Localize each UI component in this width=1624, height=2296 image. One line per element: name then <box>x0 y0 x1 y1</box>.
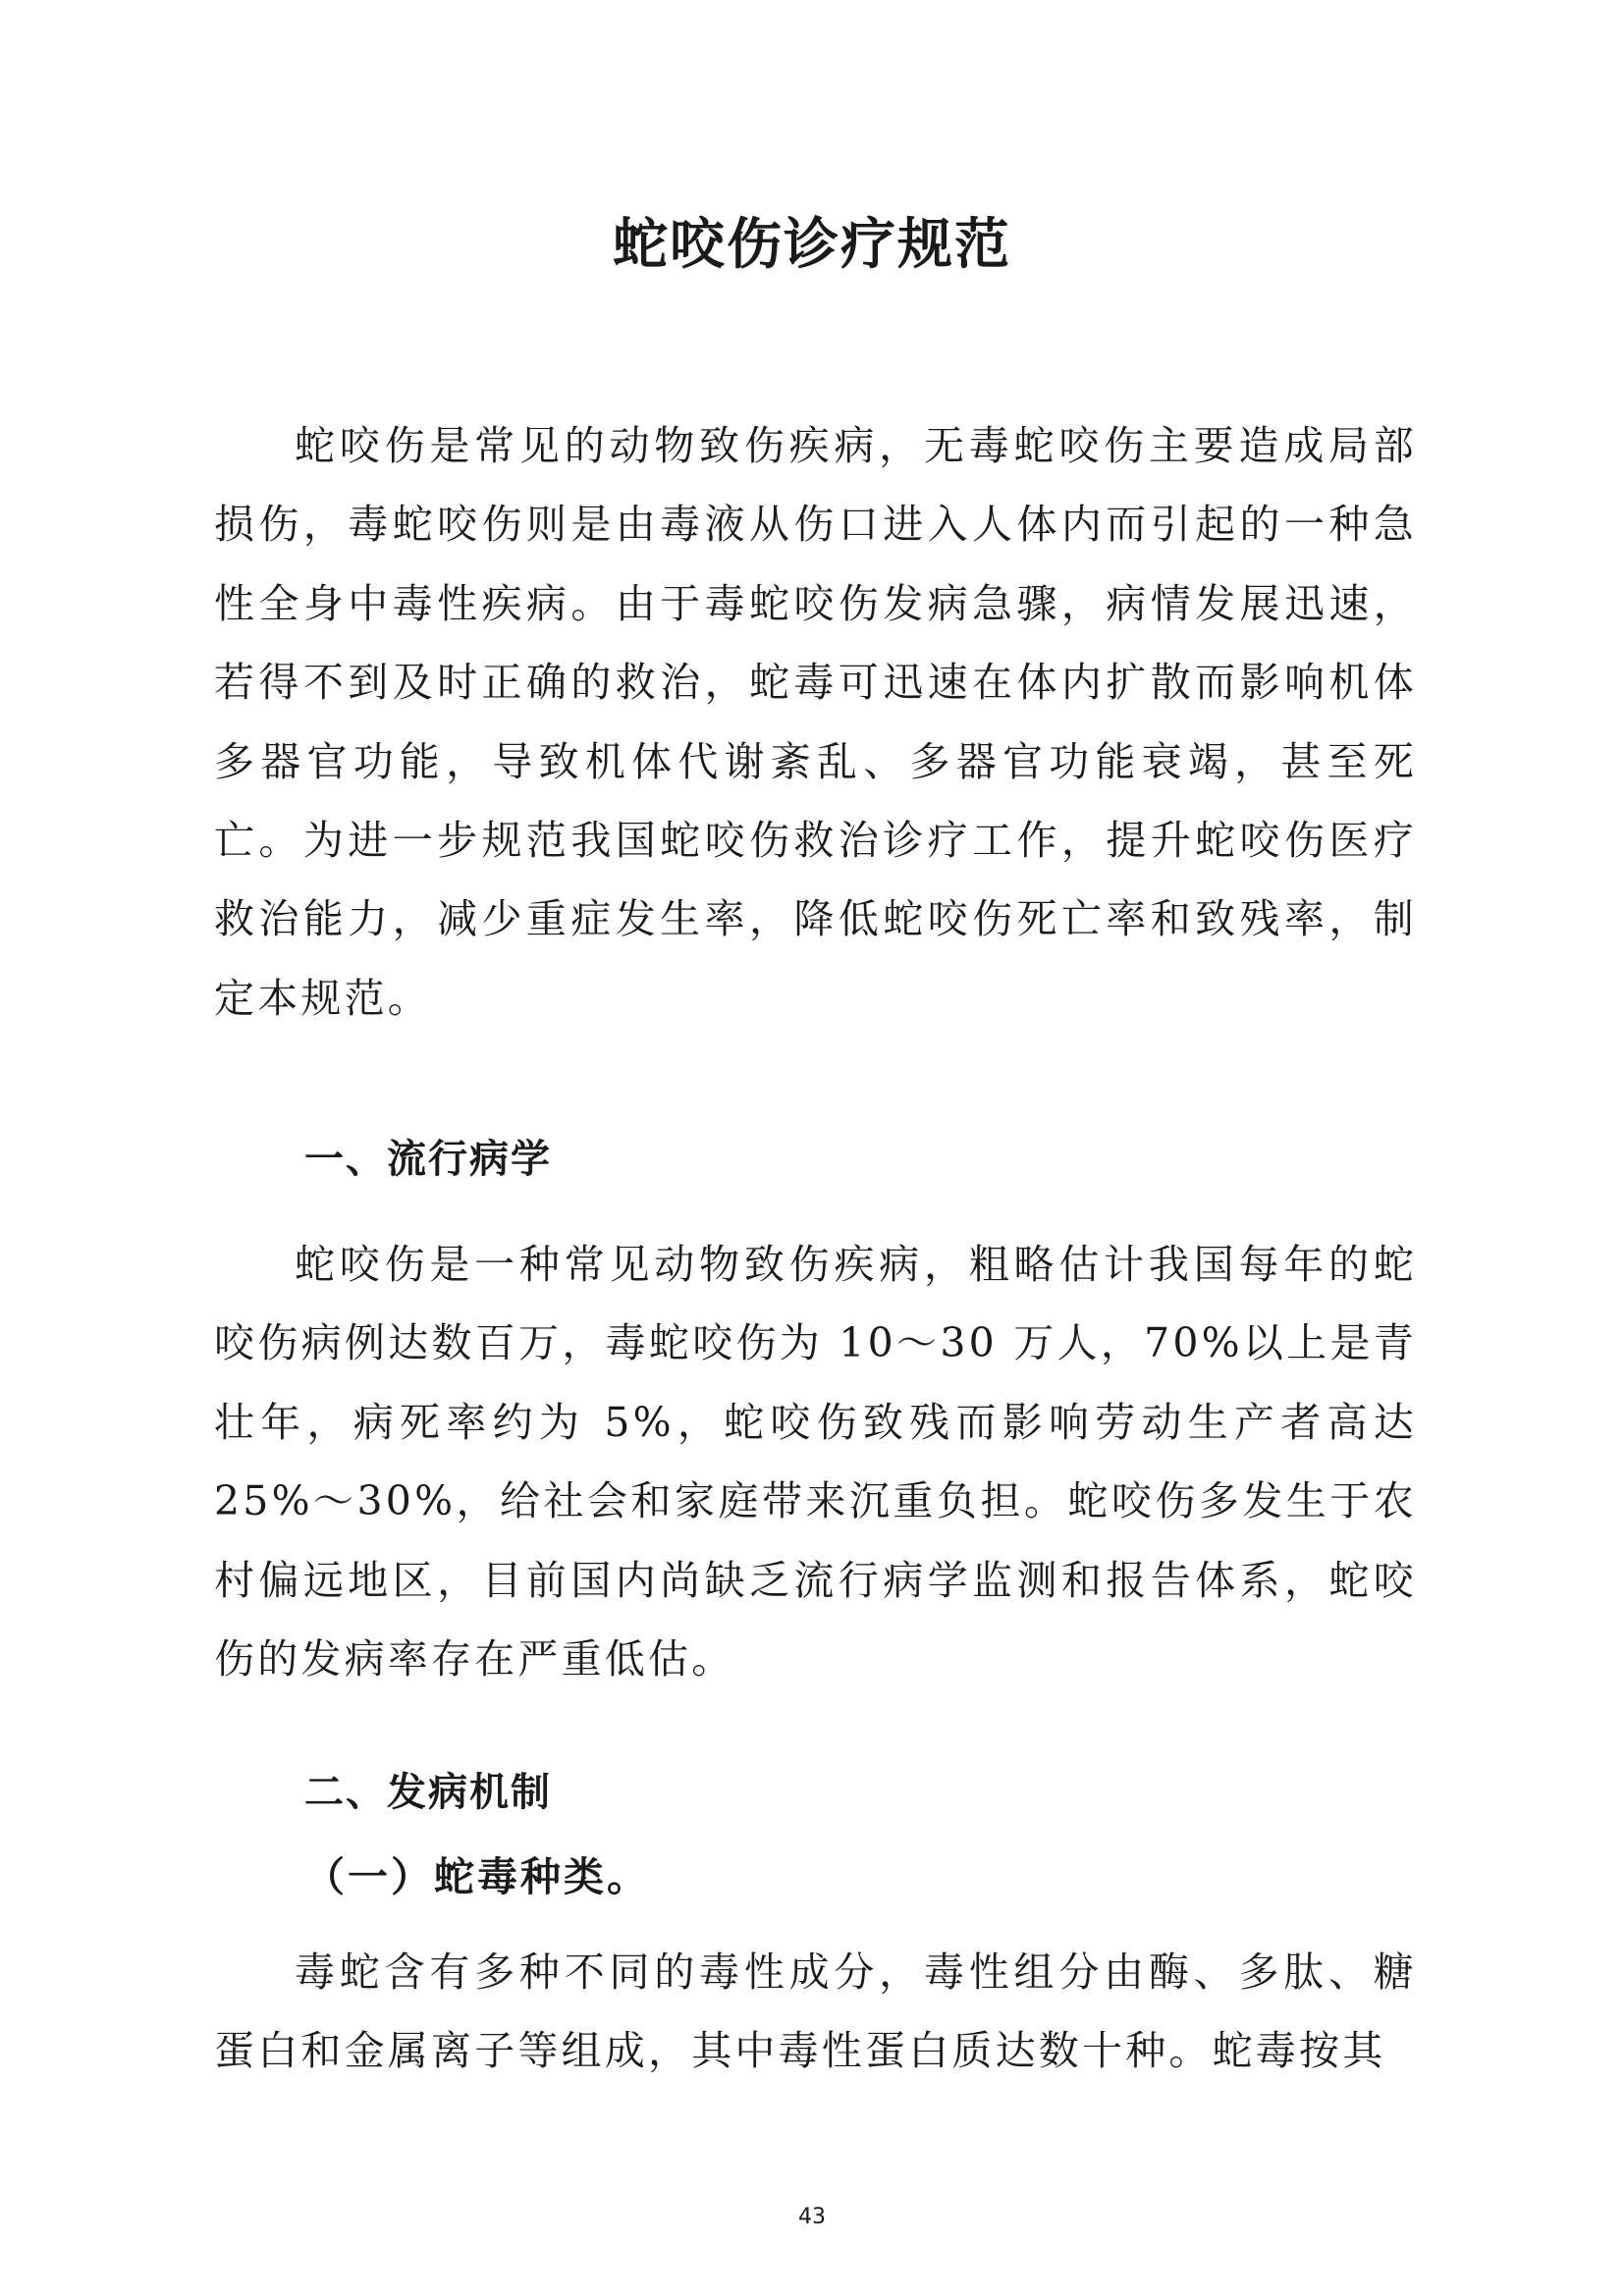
subheading-venom-types: （一）蛇毒种类。 <box>304 1853 650 1900</box>
intro-paragraph: 蛇咬伤是常见的动物致伤疾病，无毒蛇咬伤主要造成局部损伤，毒蛇咬伤则是由毒液从伤口进入人体内而引起的一种急性全身中毒性疾病。由于毒蛇咬伤发病急骤，病情发展迅速，若得不到及时正确的救治，蛇毒可迅速在体内扩散而影响机体多器官功能，导致机体代谢紊乱、多器官功能衰竭，甚至死亡。为进一步规范我国蛇咬伤救治诊疗工作，提升蛇咬伤医疗救治能力，减少重症发生率，降低蛇咬伤死亡率和致残率，制定本规范。 <box>214 422 1417 1022</box>
page-number: 43 <box>798 2205 826 2229</box>
venom-types-paragraph: 毒蛇含有多种不同的毒性成分，毒性组分由酶、多肽、糖蛋白和金属离子等组成，其中毒性蛋白质达数十种。蛇毒按其 <box>214 1949 1417 2075</box>
heading-epidemiology: 一、流行病学 <box>304 1137 552 1182</box>
epidemiology-paragraph: 蛇咬伤是一种常见动物致伤疾病，粗略估计我国每年的蛇咬伤病例达数百万，毒蛇咬伤为 10～30 万人，70%以上是青壮年，病死率约为 5%，蛇咬伤致残而影响劳动生产者高达 25%～30%，给社会和家庭带来沉重负担。蛇咬伤多发生于农村偏远地区，目前国内尚缺乏流行病学监测和报告体系，蛇咬伤的发病率存在严重低估。 <box>214 1241 1417 1683</box>
heading-pathogenesis: 二、发病机制 <box>304 1770 552 1815</box>
document-title: 蛇咬伤诊疗规范 <box>613 213 1011 277</box>
